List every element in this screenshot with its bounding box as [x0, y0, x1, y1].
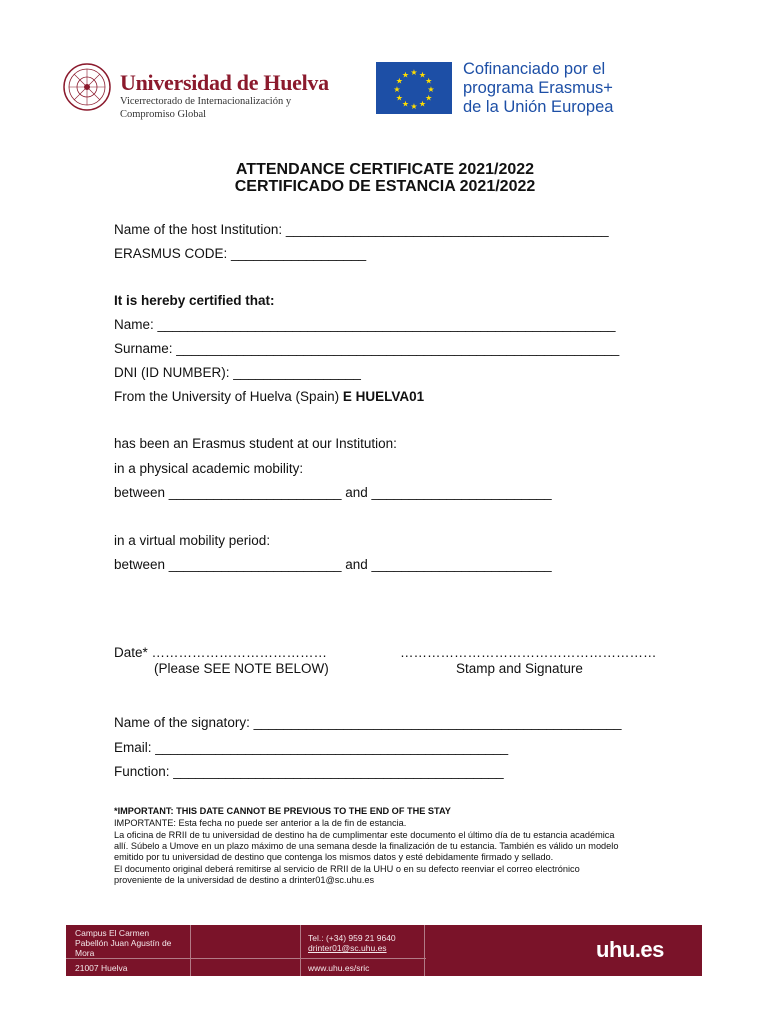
footer-phone: Tel.: (+34) 959 21 9640 — [308, 933, 396, 943]
svg-text:★: ★ — [395, 93, 403, 103]
svg-text:★: ★ — [418, 99, 427, 109]
university-seal-logo — [62, 62, 112, 112]
footer-divider-horizontal — [66, 958, 426, 959]
university-header — [120, 72, 329, 120]
footer-email-link[interactable]: drinter01@sc.uhu.es — [308, 943, 387, 953]
uhu-es-brand-logo: uhu.es — [596, 937, 664, 962]
physical-mobility-line: in a physical academic mobility: — [114, 461, 304, 476]
footer-postal: 21007 Huelva — [75, 963, 128, 973]
stamp-label: Stamp and Signature — [456, 661, 583, 676]
svg-text:★: ★ — [401, 99, 410, 109]
note-line-3: emitido por tu universidad de destino que contenga los mismos datos y esté debidamente firmado y sellado. — [114, 852, 554, 862]
university-name: Universidad de Huelva — [120, 70, 329, 95]
footer-address-1: Campus El Carmen — [75, 928, 150, 938]
footer-address-3: Mora — [75, 948, 95, 958]
virtual-mobility-line: in a virtual mobility period: — [114, 533, 271, 548]
footer-address — [75, 928, 171, 958]
svg-text:★: ★ — [427, 85, 435, 94]
footer-bar — [66, 925, 702, 976]
erasmus-code-field: ERASMUS CODE: __________________ — [114, 246, 367, 261]
from-university-text: From the University of Huelva (Spain) — [114, 389, 343, 404]
surname-field: Surname: ___________________________________________________________ — [114, 341, 620, 356]
virtual-between-field: between _______________________ and ________________________ — [114, 557, 552, 572]
svg-text:★: ★ — [425, 93, 433, 103]
svg-text:★: ★ — [410, 102, 418, 111]
stamp-dots: ………………………………………………… — [400, 645, 657, 660]
eu-cofunding-text — [463, 60, 613, 117]
title-spanish: CERTIFICADO DE ESTANCIA 2021/2022 — [234, 178, 536, 195]
university-subtitle-1: Vicerrectorado de Internacionalización y — [120, 96, 292, 107]
physical-between-field: between _______________________ and ________________________ — [114, 485, 552, 500]
svg-text:★: ★ — [410, 68, 418, 77]
eu-line-3: de la Unión Europea — [463, 98, 614, 116]
dni-field: DNI (ID NUMBER): _________________ — [114, 365, 361, 380]
certified-heading: It is hereby certified that: — [114, 293, 275, 308]
svg-text:★: ★ — [401, 70, 410, 80]
signatory-field: Name of the signatory: _________________________________________________ — [114, 715, 622, 730]
from-university-line — [114, 389, 424, 404]
name-field: Name: _____________________________________________________________ — [114, 317, 616, 332]
eu-flag-icon — [376, 62, 452, 114]
email-field: Email: _______________________________________________ — [114, 740, 509, 755]
svg-text:★: ★ — [395, 76, 403, 86]
date-field: Date* ………………………………… — [114, 645, 328, 660]
note-line-2: allí. Súbelo a Umove en un plazo máximo de una semana desde la finalización de tu estancia. También es válido un modelo — [114, 841, 619, 851]
footer-web-link[interactable]: www.uhu.es/sric — [308, 963, 370, 973]
note-line-5: proveniente de la universidad de destino a drinter01@sc.uhu.es — [114, 875, 375, 885]
host-institution-field: Name of the host Institution: ___________________________________________ — [114, 222, 609, 237]
eu-line-2: programa Erasmus+ — [463, 79, 613, 97]
svg-text:★: ★ — [418, 70, 427, 80]
eu-line-1: Cofinanciado por el — [463, 60, 606, 78]
erasmus-code-value: E HUELVA01 — [342, 389, 425, 404]
important-note-spanish: IMPORTANTE: Esta fecha no puede ser anterior a la de fin de estancia. — [114, 818, 407, 828]
important-note-english: *IMPORTANT: THIS DATE CANNOT BE PREVIOUS TO THE END OF THE STAY — [114, 806, 451, 816]
note-line-4: El documento original deberá remitirse al servicio de RRII de la UHU o en su defecto reenviar el correo electrónico — [114, 864, 580, 874]
title-english: ATTENDANCE CERTIFICATE 2021/2022 — [235, 161, 535, 178]
function-field: Function: ____________________________________________ — [114, 764, 504, 779]
svg-text:★: ★ — [393, 85, 401, 94]
university-subtitle-2: Compromiso Global — [120, 109, 207, 120]
note-line-1: La oficina de RRII de tu universidad de destino ha de cumplimentar este documento el último día de tu estancia académica — [114, 830, 615, 840]
erasmus-student-line: has been an Erasmus student at our Institution: — [114, 436, 397, 451]
footer-divider-3 — [424, 925, 425, 976]
date-note: (Please SEE NOTE BELOW) — [154, 661, 329, 676]
footer-divider-2 — [300, 925, 301, 976]
footer-address-2: Pabellón Juan Agustín de — [75, 938, 172, 948]
footer-divider-1 — [190, 925, 191, 976]
svg-text:★: ★ — [425, 76, 433, 86]
